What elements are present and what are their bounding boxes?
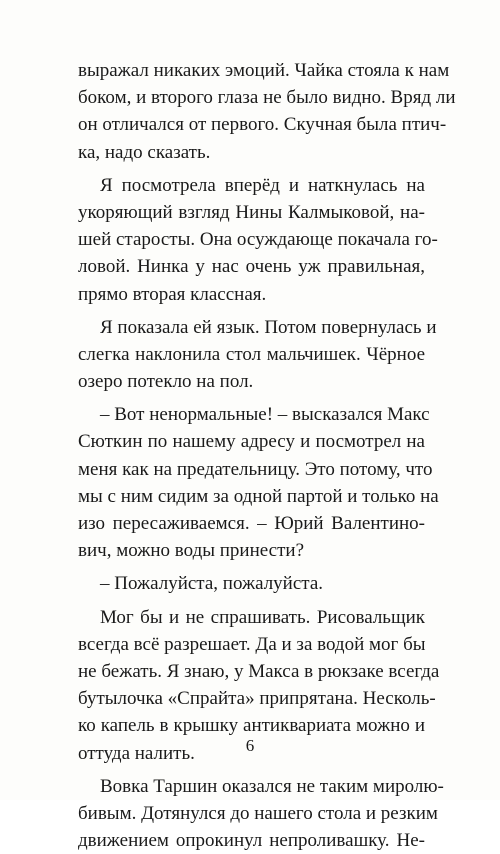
text-line: Я посмотрела вперёд и наткнулась на bbox=[100, 174, 425, 196]
text-line: движением опрокинул непроливашку. Не- bbox=[78, 830, 425, 852]
text-line: бутылочка «Спрайта» припрятана. Несколь- bbox=[78, 688, 436, 710]
text-line: прямо вторая классная. bbox=[78, 283, 267, 305]
text-line: Я показала ей язык. Потом повернулась и bbox=[100, 316, 437, 338]
text-line: озеро потекло на пол. bbox=[78, 371, 254, 393]
text-line: Мог бы и не спрашивать. Рисовальщик bbox=[100, 606, 425, 628]
text-line: укоряющий взгляд Нины Калмыковой, на- bbox=[78, 201, 425, 223]
text-line: всегда всё разрешает. Да и за водой мог бы bbox=[78, 633, 426, 655]
text-line: оттуда налить. bbox=[78, 742, 195, 764]
text-line: ловой. Нинка у нас очень уж правильная, bbox=[78, 256, 425, 278]
text-line: бивым. Дотянулся до нашего стола и резким bbox=[78, 802, 438, 824]
text-line: боком, и второго глаза не было видно. Вряд ли bbox=[78, 87, 456, 109]
text-line: ко капель в крышку антиквариата можно и bbox=[78, 715, 425, 737]
text-line: изо пересаживаемся. – Юрий Валентино- bbox=[78, 513, 425, 534]
text-line: не бежать. Я знаю, у Макса в рюкзаке всегда bbox=[78, 660, 440, 682]
text-line: Сюткин по нашему адресу и посмотрел на bbox=[78, 431, 425, 453]
text-line: – Вот ненормальные! – высказался Макс bbox=[100, 404, 430, 426]
text-line: слегка наклонила стол мальчишек. Чёрное bbox=[78, 343, 425, 365]
text-line: шей старосты. Она осуждающе покачала го- bbox=[78, 229, 438, 251]
text-line: он отличался от первого. Скучная была птич- bbox=[78, 114, 447, 136]
text-line: вич, можно воды принести? bbox=[78, 540, 305, 562]
page-number: 6 bbox=[245, 736, 255, 755]
text-line: ка, надо сказать. bbox=[78, 141, 211, 163]
body-text bbox=[78, 57, 456, 854]
text-line: мы с ним сидим за одной партой и только на bbox=[78, 485, 439, 507]
text-line: меня как на предательницу. Это потому, что bbox=[78, 458, 433, 480]
text-line: – Пожалуйста, пожалуйста. bbox=[100, 573, 323, 595]
text-line: выражал никаких эмоций. Чайка стояла к нам bbox=[78, 60, 450, 81]
text-line: Вовка Таршин оказался не таким миролю- bbox=[100, 775, 444, 797]
